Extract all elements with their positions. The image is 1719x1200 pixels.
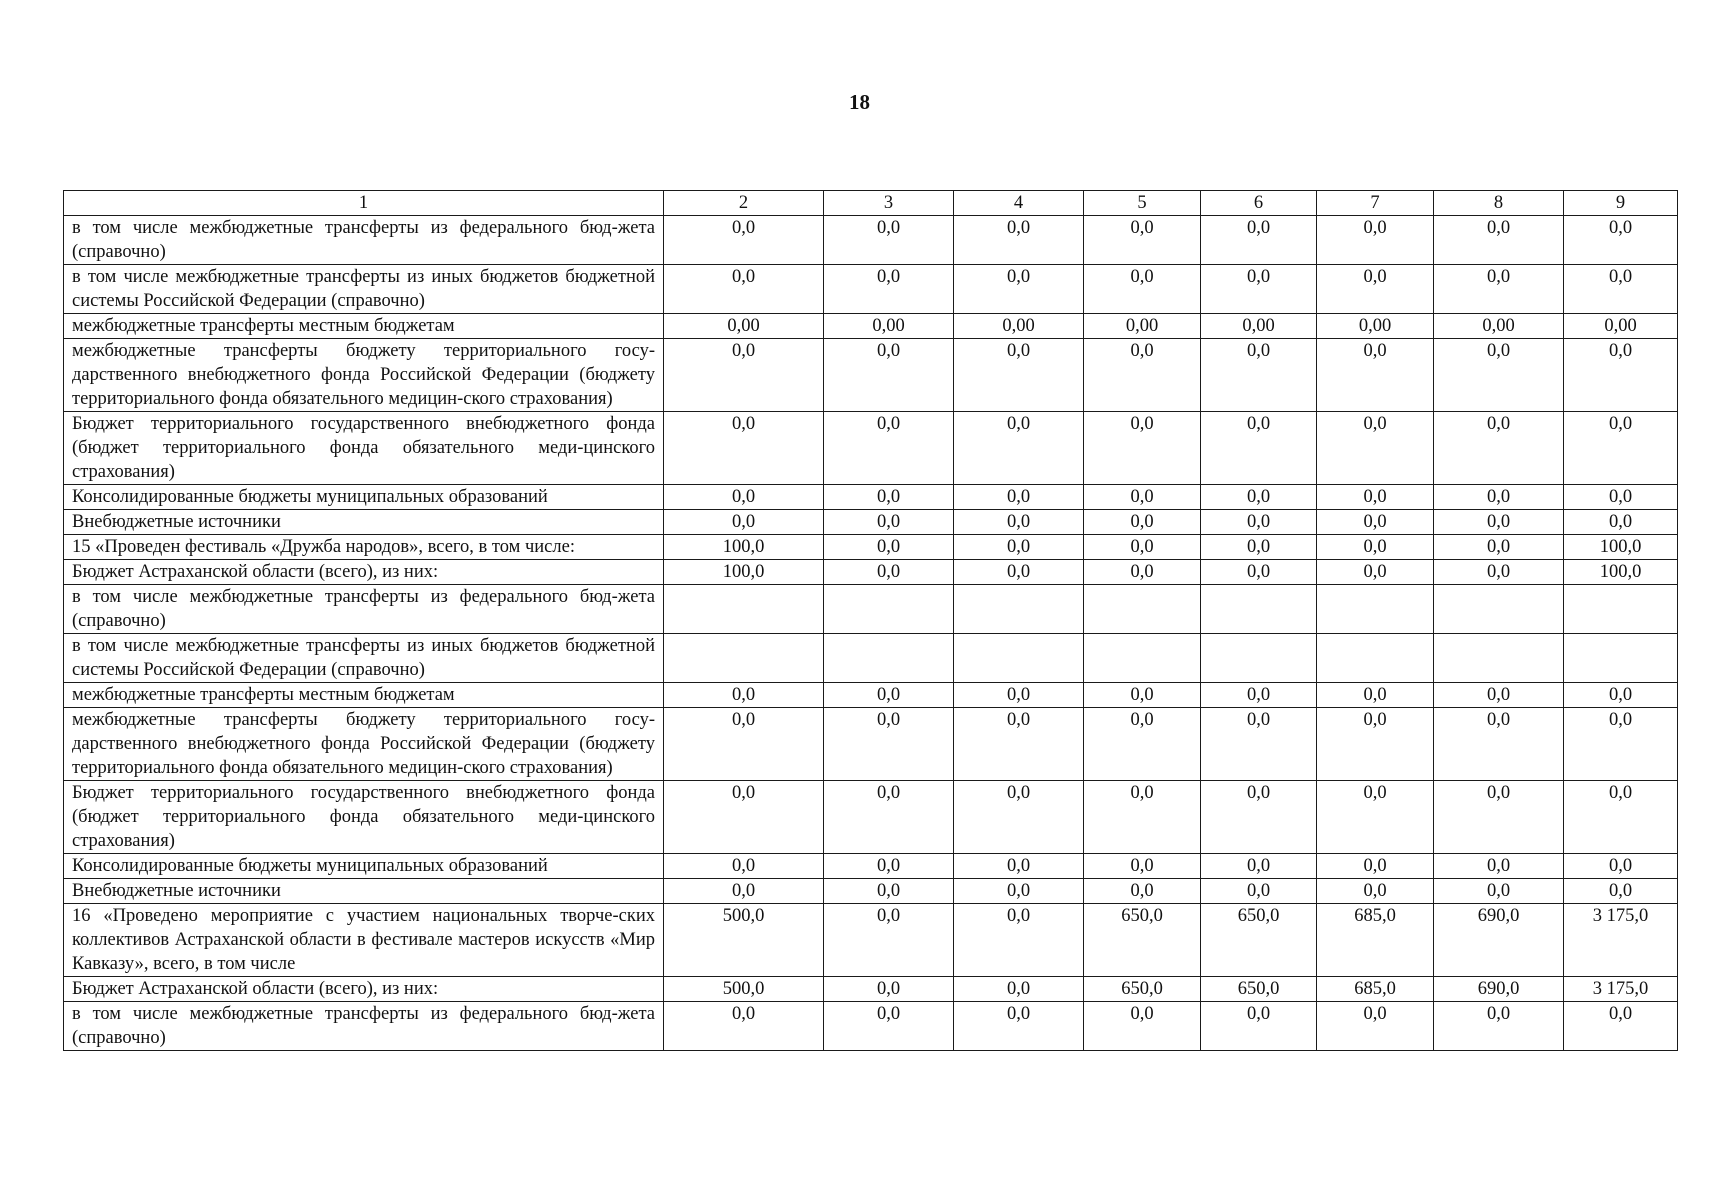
row-label: Бюджет территориального государственного внебюджетного фонда (бюджет территориального фонда обязательного меди-цинского страхования)	[64, 412, 664, 485]
value-cell	[1201, 585, 1317, 634]
row-label: 15 «Проведен фестиваль «Дружба народов», всего, в том числе:	[64, 535, 664, 560]
table-row	[64, 708, 1678, 781]
value-cell: 0,0	[1201, 339, 1317, 412]
column-header: 7	[1317, 191, 1434, 216]
value-cell: 0,0	[1434, 339, 1564, 412]
table-row	[64, 412, 1678, 485]
row-label: межбюджетные трансферты бюджету территориального госу-дарственного внебюджетного фонда Российской Федерации (бюджету территориального фонда обязательного медицин-ского страхования)	[64, 708, 664, 781]
value-cell: 0,0	[1434, 683, 1564, 708]
table-row	[64, 585, 1678, 634]
value-cell: 0,0	[824, 560, 954, 585]
value-cell: 0,0	[664, 265, 824, 314]
value-cell: 0,0	[1317, 683, 1434, 708]
value-cell: 0,0	[824, 535, 954, 560]
column-header: 6	[1201, 191, 1317, 216]
table-row	[64, 535, 1678, 560]
column-header: 2	[664, 191, 824, 216]
value-cell	[1084, 634, 1201, 683]
value-cell: 0,0	[664, 216, 824, 265]
row-label: в том числе межбюджетные трансферты из иных бюджетов бюджетной системы Российской Федерации (справочно)	[64, 634, 664, 683]
value-cell: 0,0	[664, 683, 824, 708]
value-cell: 0,0	[1084, 708, 1201, 781]
value-cell	[1434, 634, 1564, 683]
value-cell: 650,0	[1084, 904, 1201, 977]
budget-table	[63, 190, 1678, 1051]
table-row	[64, 339, 1678, 412]
value-cell: 0,0	[1084, 1002, 1201, 1051]
value-cell: 0,0	[1084, 510, 1201, 535]
value-cell	[1434, 585, 1564, 634]
value-cell: 0,0	[824, 1002, 954, 1051]
value-cell: 0,00	[1084, 314, 1201, 339]
table-row	[64, 904, 1678, 977]
value-cell	[1564, 634, 1678, 683]
value-cell: 690,0	[1434, 977, 1564, 1002]
value-cell	[824, 585, 954, 634]
value-cell: 0,0	[824, 708, 954, 781]
value-cell: 0,0	[1201, 560, 1317, 585]
value-cell: 0,0	[954, 708, 1084, 781]
value-cell: 0,0	[1084, 683, 1201, 708]
value-cell	[954, 585, 1084, 634]
value-cell: 0,0	[1564, 485, 1678, 510]
column-header: 4	[954, 191, 1084, 216]
value-cell: 0,0	[664, 510, 824, 535]
value-cell: 0,0	[824, 683, 954, 708]
value-cell: 100,0	[664, 535, 824, 560]
table-body	[64, 216, 1678, 1051]
value-cell: 0,0	[1317, 216, 1434, 265]
row-label: Внебюджетные источники	[64, 510, 664, 535]
value-cell: 0,0	[954, 879, 1084, 904]
value-cell: 0,0	[1201, 683, 1317, 708]
value-cell: 0,0	[1317, 560, 1434, 585]
table-row	[64, 781, 1678, 854]
value-cell: 0,0	[1564, 1002, 1678, 1051]
value-cell: 500,0	[664, 904, 824, 977]
row-label: в том числе межбюджетные трансферты из федерального бюд-жета (справочно)	[64, 1002, 664, 1051]
value-cell: 0,0	[1317, 412, 1434, 485]
value-cell: 3 175,0	[1564, 904, 1678, 977]
value-cell: 0,0	[1201, 535, 1317, 560]
value-cell: 0,0	[954, 1002, 1084, 1051]
value-cell: 0,0	[1201, 485, 1317, 510]
value-cell: 0,0	[824, 781, 954, 854]
value-cell: 0,0	[1201, 879, 1317, 904]
value-cell: 650,0	[1201, 977, 1317, 1002]
value-cell: 0,0	[664, 412, 824, 485]
row-label: межбюджетные трансферты местным бюджетам	[64, 314, 664, 339]
value-cell: 0,0	[954, 216, 1084, 265]
row-label: Консолидированные бюджеты муниципальных образований	[64, 854, 664, 879]
row-label: в том числе межбюджетные трансферты из федерального бюд-жета (справочно)	[64, 585, 664, 634]
value-cell: 0,0	[1434, 510, 1564, 535]
value-cell: 3 175,0	[1564, 977, 1678, 1002]
table-row	[64, 977, 1678, 1002]
value-cell: 0,00	[824, 314, 954, 339]
value-cell: 0,0	[954, 535, 1084, 560]
value-cell: 0,0	[1434, 781, 1564, 854]
value-cell: 100,0	[664, 560, 824, 585]
row-label: Бюджет территориального государственного внебюджетного фонда (бюджет территориального фонда обязательного меди-цинского страхования)	[64, 781, 664, 854]
value-cell: 0,00	[1201, 314, 1317, 339]
value-cell: 0,0	[954, 977, 1084, 1002]
value-cell: 0,0	[824, 216, 954, 265]
value-cell: 0,0	[1434, 879, 1564, 904]
page-number: 18	[849, 90, 870, 114]
value-cell	[1201, 634, 1317, 683]
value-cell: 0,0	[954, 510, 1084, 535]
row-label: Бюджет Астраханской области (всего), из них:	[64, 560, 664, 585]
value-cell: 0,00	[1564, 314, 1678, 339]
value-cell: 0,0	[954, 485, 1084, 510]
value-cell: 0,0	[664, 485, 824, 510]
value-cell: 0,0	[954, 560, 1084, 585]
column-header: 5	[1084, 191, 1201, 216]
value-cell: 0,0	[1317, 510, 1434, 535]
value-cell	[824, 634, 954, 683]
column-header: 8	[1434, 191, 1564, 216]
value-cell: 0,0	[1084, 535, 1201, 560]
value-cell: 0,0	[1564, 412, 1678, 485]
column-header: 1	[64, 191, 664, 216]
value-cell: 0,0	[1317, 854, 1434, 879]
value-cell	[1084, 585, 1201, 634]
value-cell: 0,0	[954, 781, 1084, 854]
value-cell: 0,0	[954, 854, 1084, 879]
row-label: Внебюджетные источники	[64, 879, 664, 904]
value-cell: 0,0	[824, 412, 954, 485]
value-cell: 0,0	[1564, 879, 1678, 904]
value-cell: 0,0	[954, 904, 1084, 977]
value-cell: 0,0	[824, 510, 954, 535]
value-cell: 0,0	[1434, 485, 1564, 510]
row-label: межбюджетные трансферты местным бюджетам	[64, 683, 664, 708]
value-cell: 0,0	[1084, 412, 1201, 485]
row-label: в том числе межбюджетные трансферты из федерального бюд-жета (справочно)	[64, 216, 664, 265]
row-label: Бюджет Астраханской области (всего), из них:	[64, 977, 664, 1002]
value-cell: 0,0	[954, 265, 1084, 314]
value-cell: 0,0	[1084, 560, 1201, 585]
value-cell: 0,0	[1317, 339, 1434, 412]
value-cell	[1564, 585, 1678, 634]
value-cell: 0,0	[1434, 708, 1564, 781]
value-cell: 0,0	[1084, 339, 1201, 412]
row-label: Консолидированные бюджеты муниципальных образований	[64, 485, 664, 510]
value-cell: 0,0	[1564, 781, 1678, 854]
value-cell: 0,0	[1201, 216, 1317, 265]
value-cell: 0,0	[1317, 265, 1434, 314]
value-cell: 650,0	[1201, 904, 1317, 977]
value-cell: 0,0	[1434, 1002, 1564, 1051]
value-cell: 0,0	[1317, 708, 1434, 781]
table-row	[64, 683, 1678, 708]
value-cell: 0,0	[1317, 535, 1434, 560]
row-label: 16 «Проведено мероприятие с участием национальных творче-ских коллективов Астраханской области в фестивале мастеров искусств «Мир Кавказу», всего, в том числе	[64, 904, 664, 977]
value-cell: 0,0	[1434, 265, 1564, 314]
value-cell: 0,0	[1564, 216, 1678, 265]
value-cell: 690,0	[1434, 904, 1564, 977]
value-cell: 0,0	[664, 854, 824, 879]
value-cell: 0,0	[954, 683, 1084, 708]
table-row	[64, 265, 1678, 314]
value-cell: 100,0	[1564, 560, 1678, 585]
value-cell: 0,0	[664, 781, 824, 854]
value-cell: 0,0	[1084, 216, 1201, 265]
column-header: 3	[824, 191, 954, 216]
value-cell: 0,0	[1201, 781, 1317, 854]
value-cell	[1317, 634, 1434, 683]
value-cell: 0,0	[1434, 560, 1564, 585]
table-row	[64, 485, 1678, 510]
value-cell: 0,0	[1564, 265, 1678, 314]
value-cell	[954, 634, 1084, 683]
value-cell: 0,0	[1564, 510, 1678, 535]
value-cell: 0,0	[1201, 708, 1317, 781]
value-cell: 0,0	[1434, 535, 1564, 560]
value-cell: 0,0	[1317, 879, 1434, 904]
value-cell: 0,0	[1084, 879, 1201, 904]
value-cell: 0,0	[1434, 216, 1564, 265]
value-cell: 0,0	[824, 339, 954, 412]
table-row	[64, 854, 1678, 879]
value-cell: 0,0	[1564, 683, 1678, 708]
value-cell: 0,0	[1201, 510, 1317, 535]
value-cell: 0,0	[1084, 265, 1201, 314]
table-row	[64, 879, 1678, 904]
value-cell: 0,00	[1317, 314, 1434, 339]
value-cell: 650,0	[1084, 977, 1201, 1002]
value-cell: 0,0	[664, 339, 824, 412]
table-row	[64, 216, 1678, 265]
table-row	[64, 314, 1678, 339]
value-cell: 0,0	[824, 977, 954, 1002]
row-label: межбюджетные трансферты бюджету территориального госу-дарственного внебюджетного фонда Российской Федерации (бюджету территориального фонда обязательного медицин-ского страхования)	[64, 339, 664, 412]
value-cell: 0,0	[1317, 485, 1434, 510]
value-cell: 0,0	[1564, 339, 1678, 412]
value-cell: 0,0	[1201, 412, 1317, 485]
table-row	[64, 510, 1678, 535]
value-cell: 0,0	[664, 1002, 824, 1051]
value-cell: 0,0	[954, 412, 1084, 485]
row-label: в том числе межбюджетные трансферты из иных бюджетов бюджетной системы Российской Федерации (справочно)	[64, 265, 664, 314]
value-cell: 0,0	[954, 339, 1084, 412]
value-cell	[664, 585, 824, 634]
value-cell: 0,0	[1317, 1002, 1434, 1051]
column-header: 9	[1564, 191, 1678, 216]
value-cell: 0,00	[664, 314, 824, 339]
value-cell: 0,00	[954, 314, 1084, 339]
value-cell: 685,0	[1317, 977, 1434, 1002]
value-cell: 0,0	[1084, 781, 1201, 854]
value-cell	[664, 634, 824, 683]
value-cell: 0,0	[1434, 854, 1564, 879]
value-cell: 0,0	[1084, 854, 1201, 879]
value-cell: 0,0	[824, 904, 954, 977]
value-cell: 0,0	[824, 485, 954, 510]
value-cell: 500,0	[664, 977, 824, 1002]
value-cell: 0,00	[1434, 314, 1564, 339]
value-cell: 0,0	[1317, 781, 1434, 854]
value-cell: 0,0	[824, 265, 954, 314]
table-row	[64, 634, 1678, 683]
value-cell: 0,0	[1434, 412, 1564, 485]
table-row	[64, 560, 1678, 585]
value-cell: 0,0	[1084, 485, 1201, 510]
table-row	[64, 1002, 1678, 1051]
value-cell: 0,0	[824, 854, 954, 879]
value-cell: 0,0	[1201, 1002, 1317, 1051]
value-cell: 0,0	[664, 879, 824, 904]
value-cell	[1317, 585, 1434, 634]
column-number-row	[64, 191, 1678, 216]
value-cell: 685,0	[1317, 904, 1434, 977]
value-cell: 0,0	[1564, 708, 1678, 781]
value-cell: 0,0	[1201, 854, 1317, 879]
value-cell: 100,0	[1564, 535, 1678, 560]
value-cell: 0,0	[1564, 854, 1678, 879]
value-cell: 0,0	[1201, 265, 1317, 314]
value-cell: 0,0	[824, 879, 954, 904]
value-cell: 0,0	[664, 708, 824, 781]
